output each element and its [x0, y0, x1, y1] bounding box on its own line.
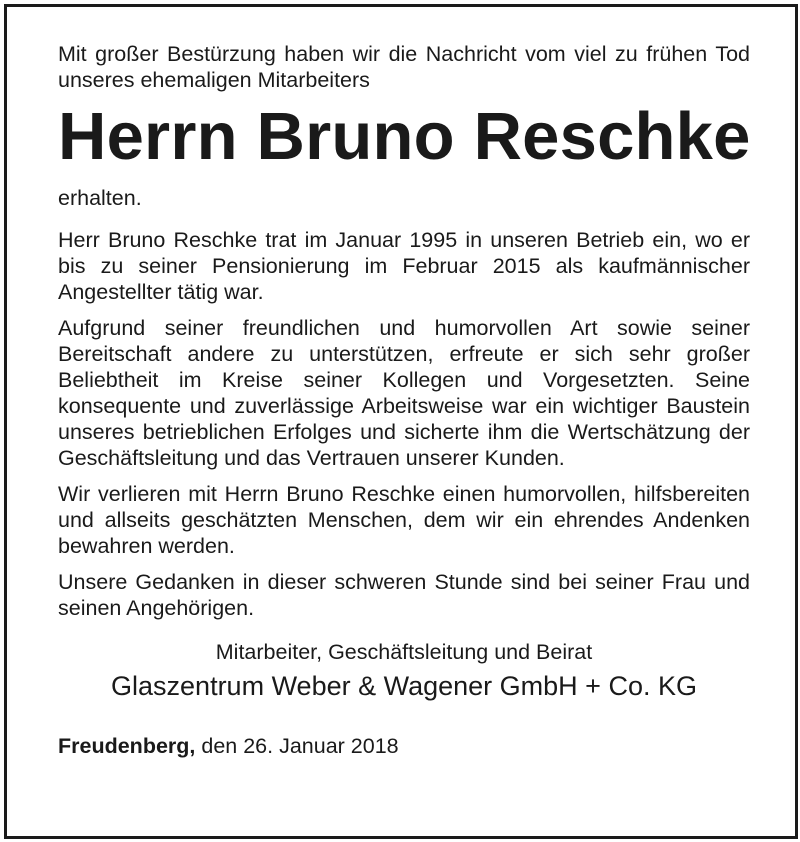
deceased-name: Herrn Bruno Reschke	[58, 99, 751, 174]
paragraph-condolence: Unsere Gedanken in dieser schweren Stunde sind bei seiner Frau und seinen Angehörigen.	[58, 570, 750, 620]
obituary-frame	[4, 4, 798, 839]
received-text: erhalten.	[58, 186, 142, 210]
company-name: Glaszentrum Weber & Wagener GmbH + Co. KG	[111, 671, 697, 701]
paragraph-loss: Wir verlieren mit Herrn Bruno Reschke einen humorvollen, hilfsbereiten und allseits geschätzten Menschen, dem wir ein ehrendes Andenken bewahren werden.	[58, 482, 750, 558]
place-date-text: den 26. Januar 2018	[195, 734, 399, 758]
place-city: Freudenberg,	[58, 734, 196, 758]
obituary-content	[58, 41, 750, 759]
paragraph-character: Aufgrund seiner freundlichen und humorvollen Art sowie seiner Bereitschaft andere zu unterstützen, erfreute er sich sehr großer Beliebtheit im Kreise seiner Kollegen und Vorgesetzten. Seine konsequente und zuverlässige Arbeitsweise war ein wichtiger Baustein unseres betrieblichen Erfolges und sicherte ihm die Wertschätzung der Geschäftsleitung und das Vertrauen unserer Kunden.	[58, 316, 750, 470]
signature-block	[58, 639, 750, 703]
intro-text: Mit großer Bestürzung haben wir die Nachricht vom viel zu frühen Tod unseres ehemaligen Mitarbeiters	[58, 42, 750, 92]
place-date	[58, 733, 750, 759]
signature-line: Mitarbeiter, Geschäftsleitung und Beirat	[215, 640, 593, 664]
paragraph-career: Herr Bruno Reschke trat im Januar 1995 in unseren Betrieb ein, wo er bis zu seiner Pensionierung im Februar 2015 als kaufmännischer Angestellter tätig war.	[58, 228, 750, 304]
